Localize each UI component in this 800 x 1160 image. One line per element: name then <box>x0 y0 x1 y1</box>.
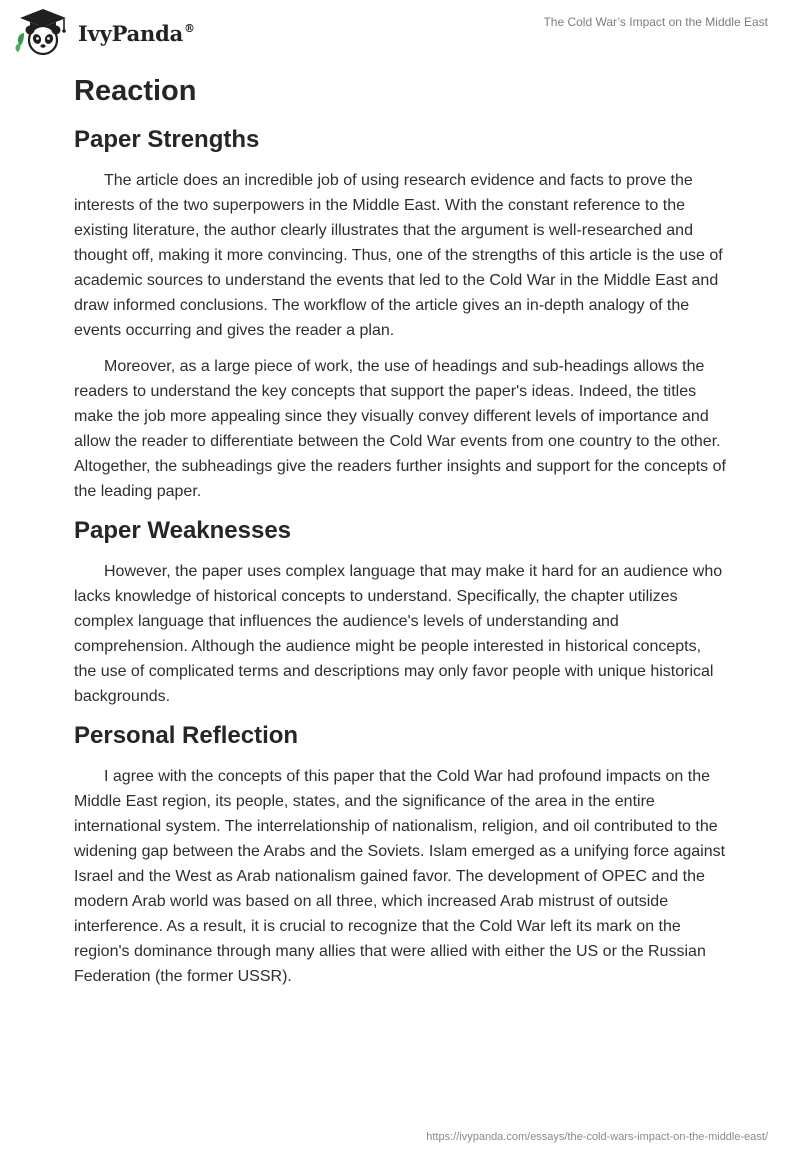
paragraph: The article does an incredible job of using research evidence and facts to prove the interests of the two superpowers in the Middle East. With the constant reference to the existing literature, the author clearly illustrates that the argument is well-researched and thought off, making it more convincing. Thus, one of the strengths of this article is the use of academic sources to understand the events that led to the Cold War in the Middle East and draw informed conclusions. The workflow of the article gives an in-depth analogy of the events occurring and gives the reader a plan. <box>74 172 723 339</box>
essay-content <box>74 72 726 1000</box>
document-title: The Cold War’s Impact on the Middle East <box>543 15 768 29</box>
paragraph: I agree with the concepts of this paper that the Cold War had profound impacts on the Middle East region, its people, states, and the significance of the area in the entire international system. The interrelationship of nationalism, religion, and oil contributed to the widening gap between the Arabs and the Soviets. Islam emerged as a unifying force against Israel and the West as Arab nationalism gained favor. The development of OPEC and the modern Arab world was based on all three, which increased Arab mistrust of outside interference. As a result, it is crucial to recognize that the Cold War left its mark on the region's dominance through many allies that were allied with either the US or the Russian Federation (the former USSR). <box>74 768 726 985</box>
source-url[interactable]: https://ivypanda.com/essays/the-cold-wars-impact-on-the-middle-east/ <box>426 1131 768 1143</box>
heading-paper-weaknesses: Paper Weaknesses <box>74 517 292 544</box>
logo-text: IvyPanda <box>78 20 184 46</box>
ivypanda-logo[interactable] <box>14 6 195 58</box>
section-title: Reaction <box>74 75 197 107</box>
heading-personal-reflection: Personal Reflection <box>74 722 299 749</box>
page-header <box>0 0 800 64</box>
registered-mark: ® <box>184 21 195 35</box>
logo-wordmark <box>78 21 195 46</box>
paragraph: Moreover, as a large piece of work, the use of headings and sub-headings allows the readers to understand the key concepts that support the paper's ideas. Indeed, the titles make the job more appealing since they visually convey different levels of importance and allow the reader to differentiate between the Cold War events from one country to the other. Altogether, the subheadings give the readers further insights and support for the concepts of the leading paper. <box>74 358 726 500</box>
heading-paper-strengths: Paper Strengths <box>74 126 260 153</box>
paragraph: However, the paper uses complex language that may make it hard for an audience who lacks knowledge of historical concepts to understand. Specifically, the chapter utilizes complex language that influences the audience's levels of understanding and comprehension. Although the audience might be people interested in historical concepts, the use of complicated terms and descriptions may only favor people with unique historical backgrounds. <box>74 563 723 705</box>
panda-graduation-cap-icon <box>14 6 72 58</box>
